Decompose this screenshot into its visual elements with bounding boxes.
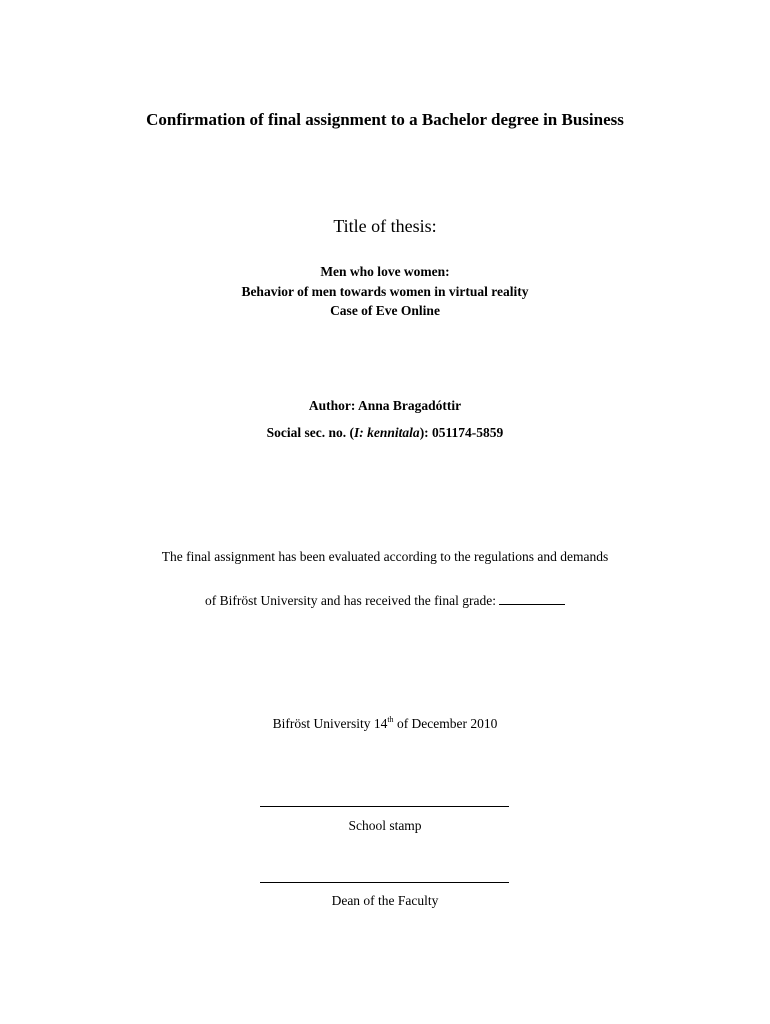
thesis-title-line-1: Men who love women: bbox=[320, 264, 450, 279]
evaluation-statement-line-2 bbox=[0, 592, 770, 609]
social-security-number bbox=[0, 425, 770, 441]
document-heading: Confirmation of final assignment to a Bachelor degree in Business bbox=[146, 110, 624, 129]
ssn-italic-label: I: kennitala bbox=[354, 425, 420, 440]
date-prefix: Bifröst University 14 bbox=[272, 716, 388, 731]
dean-signature-line bbox=[260, 882, 509, 883]
ssn-value: ): 051174-5859 bbox=[419, 425, 504, 440]
school-stamp-label: School stamp bbox=[348, 818, 422, 833]
thesis-title-label: Title of thesis: bbox=[333, 216, 437, 236]
evaluation-statement-text: of Bifröst University and has received the final grade: bbox=[205, 593, 496, 608]
dean-label: Dean of the Faculty bbox=[331, 893, 439, 908]
evaluation-statement-line-1: The final assignment has been evaluated according to the regulations and demands bbox=[161, 549, 609, 564]
thesis-title-line-3: Case of Eve Online bbox=[330, 303, 440, 318]
author-name: Author: Anna Bragadóttir bbox=[308, 398, 462, 413]
thesis-title-line-2: Behavior of men towards women in virtual reality bbox=[241, 284, 529, 299]
ssn-prefix: Social sec. no. ( bbox=[266, 425, 355, 440]
date-ordinal-suffix: th bbox=[387, 715, 394, 724]
date-suffix: of December 2010 bbox=[393, 716, 498, 731]
final-grade-blank bbox=[499, 592, 565, 605]
school-stamp-signature-line bbox=[260, 806, 509, 807]
document-date bbox=[0, 716, 770, 732]
